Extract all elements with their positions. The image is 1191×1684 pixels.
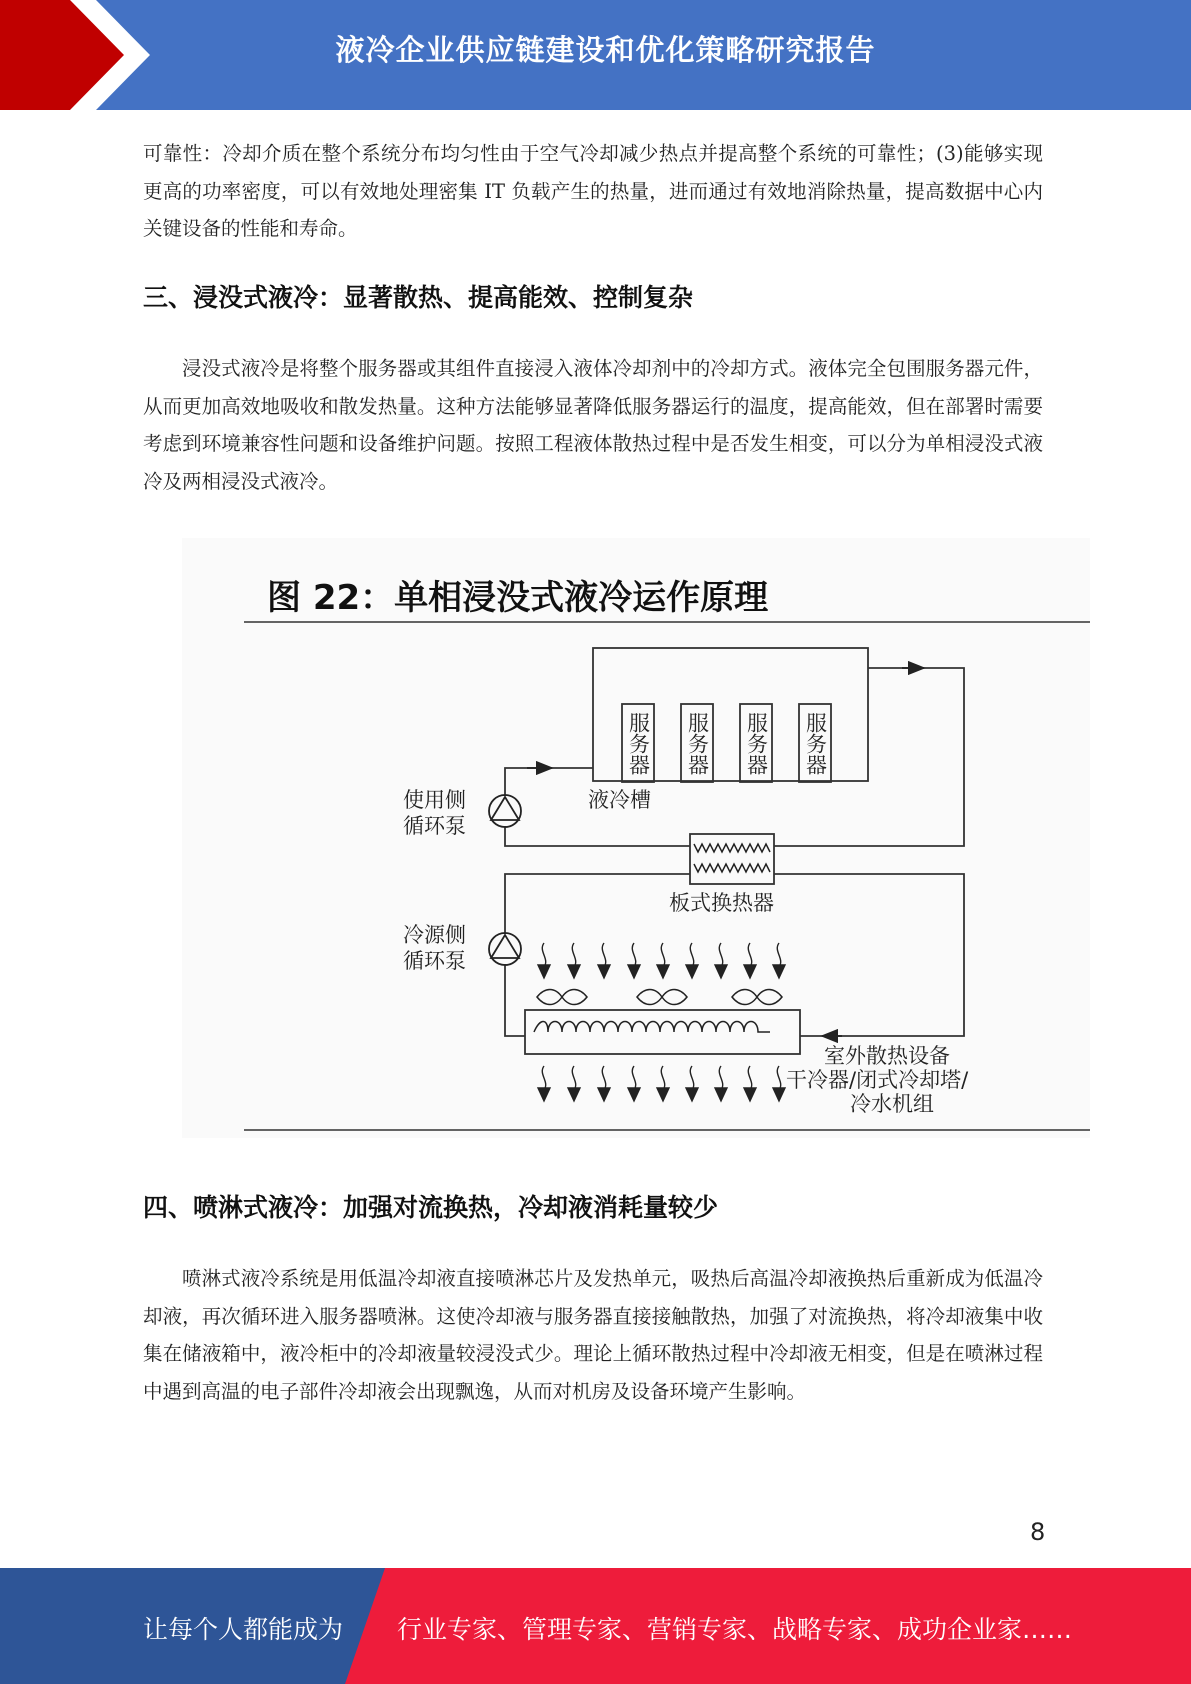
page-header — [0, 0, 1191, 110]
outdoor-label-1: 室外散热设备 — [824, 1044, 950, 1068]
exchanger-label: 板式换热器 — [669, 891, 774, 915]
user-side-pump-icon — [489, 795, 521, 827]
section-heading-3: 三、浸没式液冷：显著散热、提高能效、控制复杂 — [143, 283, 694, 312]
cold-pump-label-1: 冷源侧 — [403, 923, 466, 947]
server-label-4: 服务器 — [803, 711, 828, 775]
exchanger-coil-icon — [694, 844, 770, 872]
outdoor-label-3: 冷水机组 — [850, 1092, 934, 1116]
figure-22 — [182, 538, 1090, 1138]
tank-label: 液冷槽 — [588, 788, 651, 812]
server-label-2: 服务器 — [685, 711, 710, 775]
figure-title: 图 22：单相浸没式液冷运作原理 — [267, 578, 769, 618]
page-number: 8 — [1030, 1518, 1046, 1546]
section-3-paragraph: 浸没式液冷是将整个服务器或其组件直接浸入液体冷却剂中的冷却方式。液体完全包围服务器元件，从而更加高效地吸收和散发热量。这种方法能够显著降低服务器运行的温度，提高能效，但在部署时需要考虑到环境兼容性问题和设备维护问题。按照工程液体散热过程中是否发生相变，可以分为单相浸没式液冷及两相浸没式液冷。 — [143, 357, 1043, 493]
section-heading-4: 四、喷淋式液冷：加强对流换热，冷却液消耗量较少 — [143, 1193, 719, 1222]
server-label-3: 服务器 — [744, 711, 769, 775]
airflow-upper-icon — [538, 943, 785, 978]
page-title: 液冷企业供应链建设和优化策略研究报告 — [335, 33, 876, 67]
server-label-1: 服务器 — [626, 711, 651, 775]
cold-pump-label-2: 循环泵 — [403, 949, 466, 973]
outdoor-label-2: 干冷器/闭式冷却塔/ — [786, 1068, 969, 1092]
user-pump-label-1: 使用侧 — [403, 788, 466, 812]
airflow-lower-icon — [538, 1066, 785, 1101]
user-pump-label-2: 循环泵 — [403, 814, 466, 838]
cold-side-pump-icon — [489, 933, 521, 965]
outdoor-coil-icon — [534, 1022, 770, 1033]
intro-paragraph: 可靠性：冷却介质在整个系统分布均匀性由于空气冷却减少热点并提高整个系统的可靠性；(3)能够实现更高的功率密度，可以有效地处理密集 IT 负载产生的热量，进而通过有效地消除热量，提高数据中心内关键设备的性能和寿命。 — [143, 142, 1043, 240]
cooling-diagram — [182, 538, 1090, 1138]
page-footer — [0, 1568, 1191, 1684]
footer-slogan-right: 行业专家、管理专家、营销专家、战略专家、成功企业家…… — [397, 1615, 1073, 1644]
fan-icon — [537, 990, 782, 1005]
section-4-paragraph: 喷淋式液冷系统是用低温冷却液直接喷淋芯片及发热单元，吸热后高温冷却液换热后重新成为低温冷却液，再次循环进入服务器喷淋。这使冷却液与服务器直接接触散热，加强了对流换热，将冷却液集中收集在储液箱中，液冷柜中的冷却液量较浸没式少。理论上循环散热过程中冷却液无相变，但是在喷淋过程中遇到高温的电子部件冷却液会出现飘逸，从而对机房及设备环境产生影响。 — [143, 1267, 1043, 1403]
footer-slogan-left: 让每个人都能成为 — [143, 1615, 344, 1644]
